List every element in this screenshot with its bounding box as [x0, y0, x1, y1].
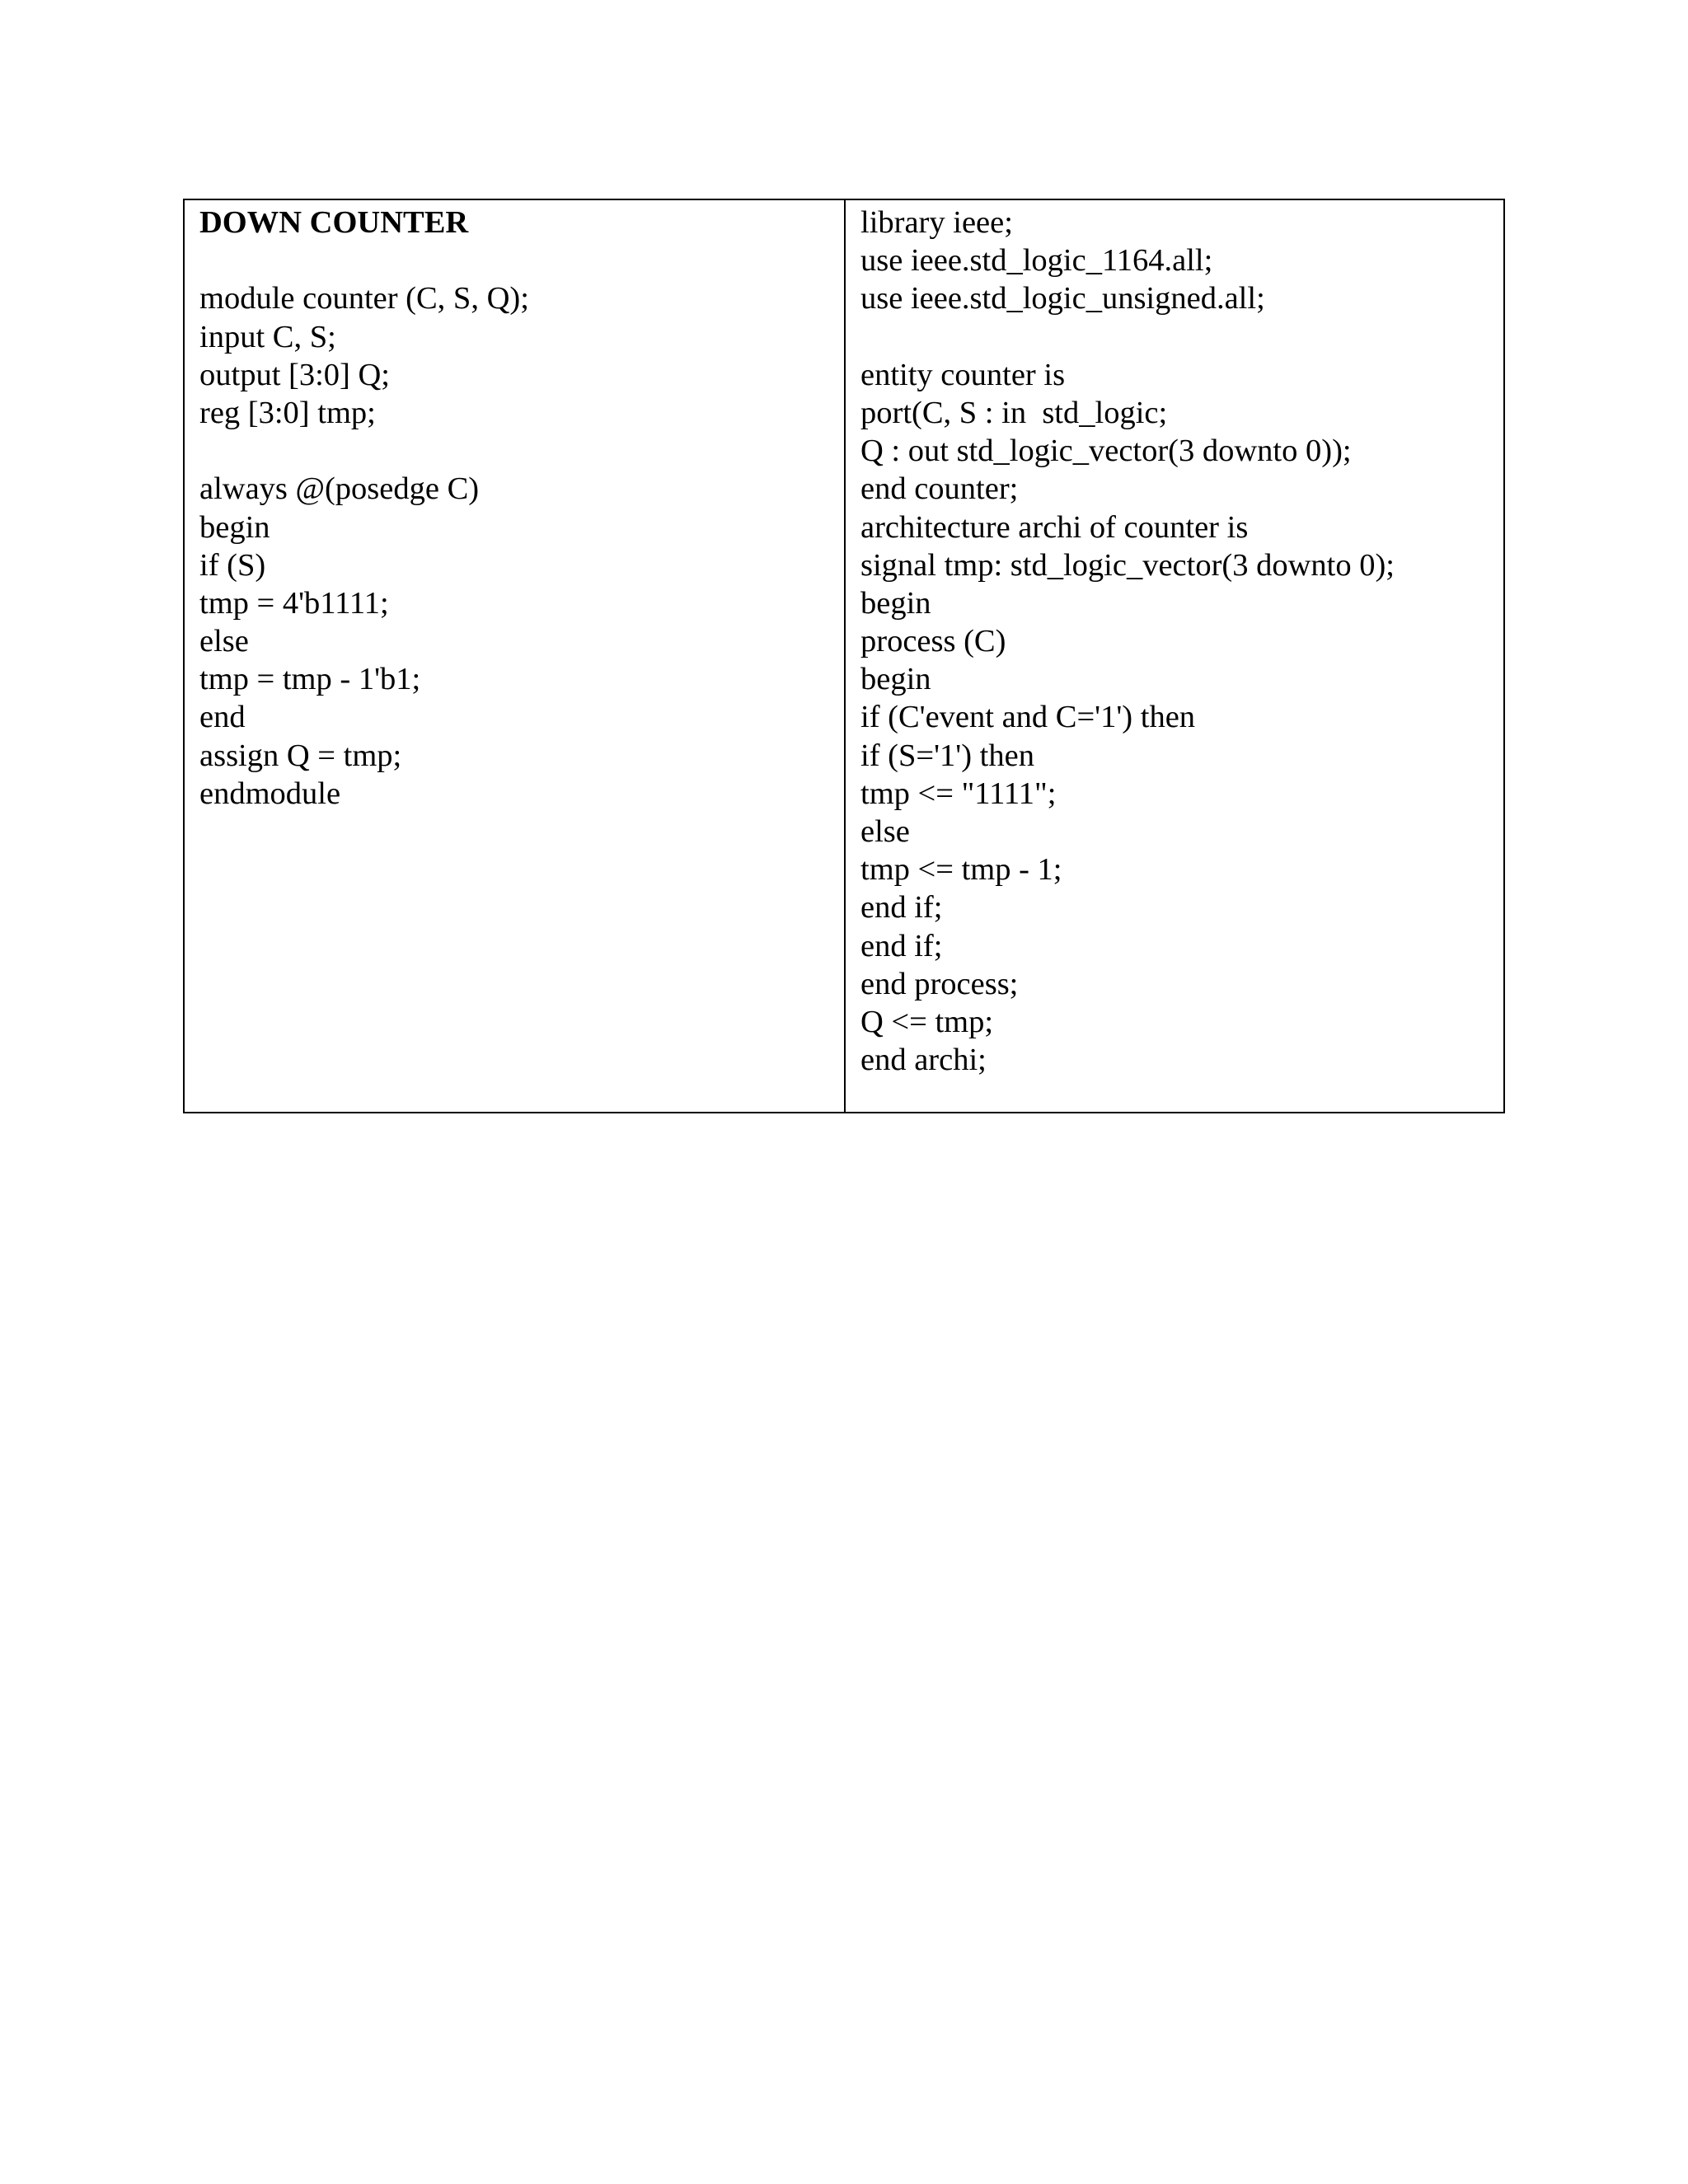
- code-line: tmp <= tmp - 1;: [860, 852, 1062, 888]
- code-line: if (C'event and C='1') then: [860, 700, 1196, 735]
- code-line: library ieee;: [860, 205, 1013, 240]
- code-line: output [3:0] Q;: [199, 357, 390, 392]
- code-line: tmp = 4'b1111;: [199, 585, 389, 621]
- code-line: module counter (C, S, Q);: [199, 281, 529, 316]
- section-title: DOWN COUNTER: [199, 205, 469, 240]
- code-line: begin: [860, 662, 931, 697]
- code-line: tmp <= "1111";: [860, 776, 1057, 811]
- code-line: else: [199, 624, 249, 659]
- code-line: end: [199, 700, 246, 735]
- code-line: [199, 432, 844, 470]
- code-line: if (S): [199, 547, 266, 583]
- code-line: [199, 241, 844, 279]
- code-line: if (S='1') then: [860, 738, 1034, 773]
- code-line: assign Q = tmp;: [199, 738, 402, 773]
- code-line: use ieee.std_logic_1164.all;: [860, 243, 1213, 279]
- code-line: begin: [860, 585, 931, 621]
- code-line: port(C, S : in std_logic;: [860, 395, 1168, 430]
- code-line: [860, 318, 1503, 356]
- code-line: end archi;: [860, 1043, 987, 1078]
- code-line: Q <= tmp;: [860, 1004, 994, 1039]
- code-line: always @(posedge C): [199, 471, 480, 507]
- code-comparison-table: [183, 199, 1505, 1113]
- code-line: use ieee.std_logic_unsigned.all;: [860, 281, 1265, 316]
- code-line: architecture archi of counter is: [860, 509, 1249, 545]
- vhdl-code-cell: [846, 200, 1503, 1112]
- code-line: end if;: [860, 928, 943, 963]
- code-line: endmodule: [199, 776, 341, 811]
- code-line: input C, S;: [199, 319, 336, 354]
- code-line: begin: [199, 509, 270, 545]
- code-line: else: [860, 814, 910, 849]
- code-line: end counter;: [860, 471, 1019, 507]
- code-line: signal tmp: std_logic_vector(3 downto 0);: [860, 547, 1395, 583]
- code-line: Q : out std_logic_vector(3 downto 0));: [860, 434, 1352, 469]
- code-line: tmp = tmp - 1'b1;: [199, 662, 421, 697]
- verilog-code-cell: [185, 200, 846, 1112]
- code-line: process (C): [860, 624, 1006, 659]
- code-line: entity counter is: [860, 357, 1066, 392]
- code-line: reg [3:0] tmp;: [199, 395, 376, 430]
- code-line: end if;: [860, 890, 943, 926]
- code-line: end process;: [860, 966, 1019, 1001]
